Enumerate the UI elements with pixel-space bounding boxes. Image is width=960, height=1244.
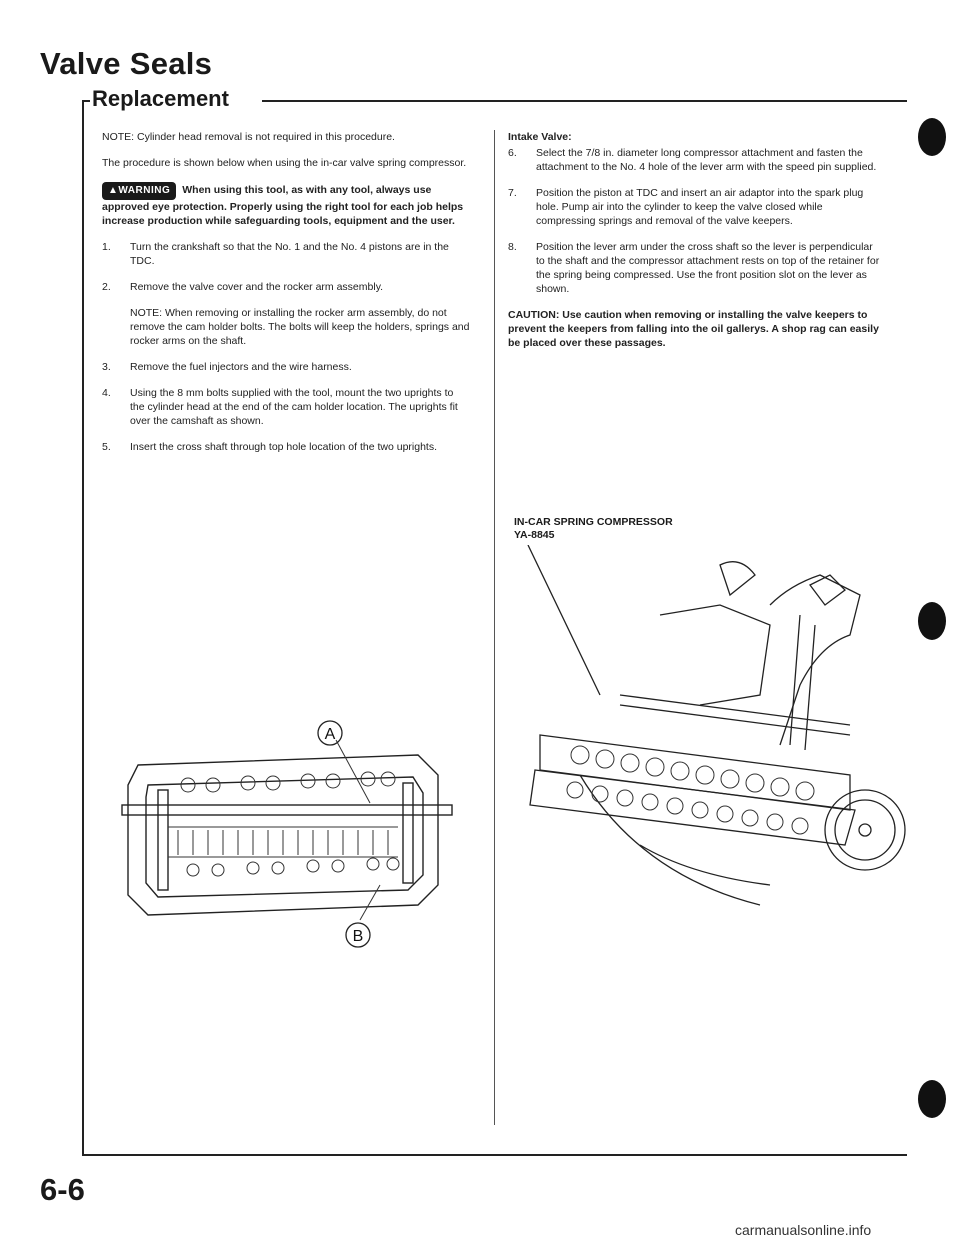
- step-item: 1. Turn the crankshaft so that the No. 1 and the No. 4 pistons are in the TDC.: [102, 241, 449, 267]
- intro-paragraph: The procedure is shown below when using the in-car valve spring compressor.: [102, 157, 467, 169]
- cylinder-head-illustration: [118, 715, 453, 975]
- note-paragraph: NOTE: Cylinder head removal is not required in this procedure.: [102, 131, 395, 143]
- watermark-text: carmanualsonline.info: [735, 1222, 872, 1238]
- step-item: 6. Select the 7/8 in. diameter long compressor attachment and fasten the attachment to the No. 4 hole of the lever arm with the speed pin supplied.: [508, 147, 877, 173]
- section-heading: Replacement: [92, 86, 229, 111]
- step-item: 2. Remove the valve cover and the rocker arm assembly.: [102, 281, 384, 293]
- registration-dot: [918, 1080, 946, 1118]
- registration-dot: [918, 118, 946, 156]
- figure-label: IN-CAR SPRING COMPRESSOR YA-8845: [514, 516, 673, 541]
- callout-b-label: B: [352, 928, 364, 945]
- header-rule: [262, 100, 907, 102]
- warning-badge: ▲WARNING: [102, 182, 176, 200]
- registration-dot: [918, 602, 946, 640]
- warning-block: [102, 182, 470, 228]
- step-note: NOTE: When removing or installing the rocker arm assembly, do not remove the cam holder bolts. The bolts will keep the holders, springs and rocker arms on the shaft.: [130, 307, 470, 347]
- spring-compressor-illustration: [520, 545, 945, 915]
- callout-a-label: A: [324, 726, 336, 743]
- left-border-rule: [82, 100, 84, 1155]
- step-item: 4. Using the 8 mm bolts supplied with the tool, mount the two uprights to the cylinder head at the end of the cam holder location. The uprights fit over the camshaft as shown.: [102, 387, 458, 427]
- left-column: [102, 130, 470, 466]
- step-item: 8. Position the lever arm under the cross shaft so the lever is perpendicular to the shaft and the compressor attachment rests on top of the retainer for the spring being compressed. Use the front position slot on the lever as shown.: [508, 241, 880, 295]
- step-item: 3. Remove the fuel injectors and the wire harness.: [102, 361, 352, 373]
- right-column: [508, 130, 880, 362]
- warning-text: When using this tool, as with any tool, always use approved eye protection. Properly using the right tool for each job helps increase production while safeguarding tools, equipment and the user.: [102, 184, 464, 227]
- column-divider: [494, 130, 495, 1125]
- page-number: 6-6: [40, 1172, 85, 1207]
- step-item: 7. Position the piston at TDC and insert an air adaptor into the spark plug hole. Pump air into the cylinder to keep the valve closed while compressing springs and removal of the valve keepers.: [508, 187, 864, 227]
- page-title: Valve Seals: [40, 46, 213, 81]
- step-item: 5. Insert the cross shaft through top hole location of the two uprights.: [102, 441, 438, 453]
- caution-paragraph: CAUTION: Use caution when removing or installing the valve keepers to prevent the keepers from falling into the oil gallerys. A shop rag can easily be placed over these passages.: [508, 309, 879, 349]
- intake-valve-heading: Intake Valve:: [508, 131, 572, 143]
- bottom-border-rule: [82, 1154, 907, 1156]
